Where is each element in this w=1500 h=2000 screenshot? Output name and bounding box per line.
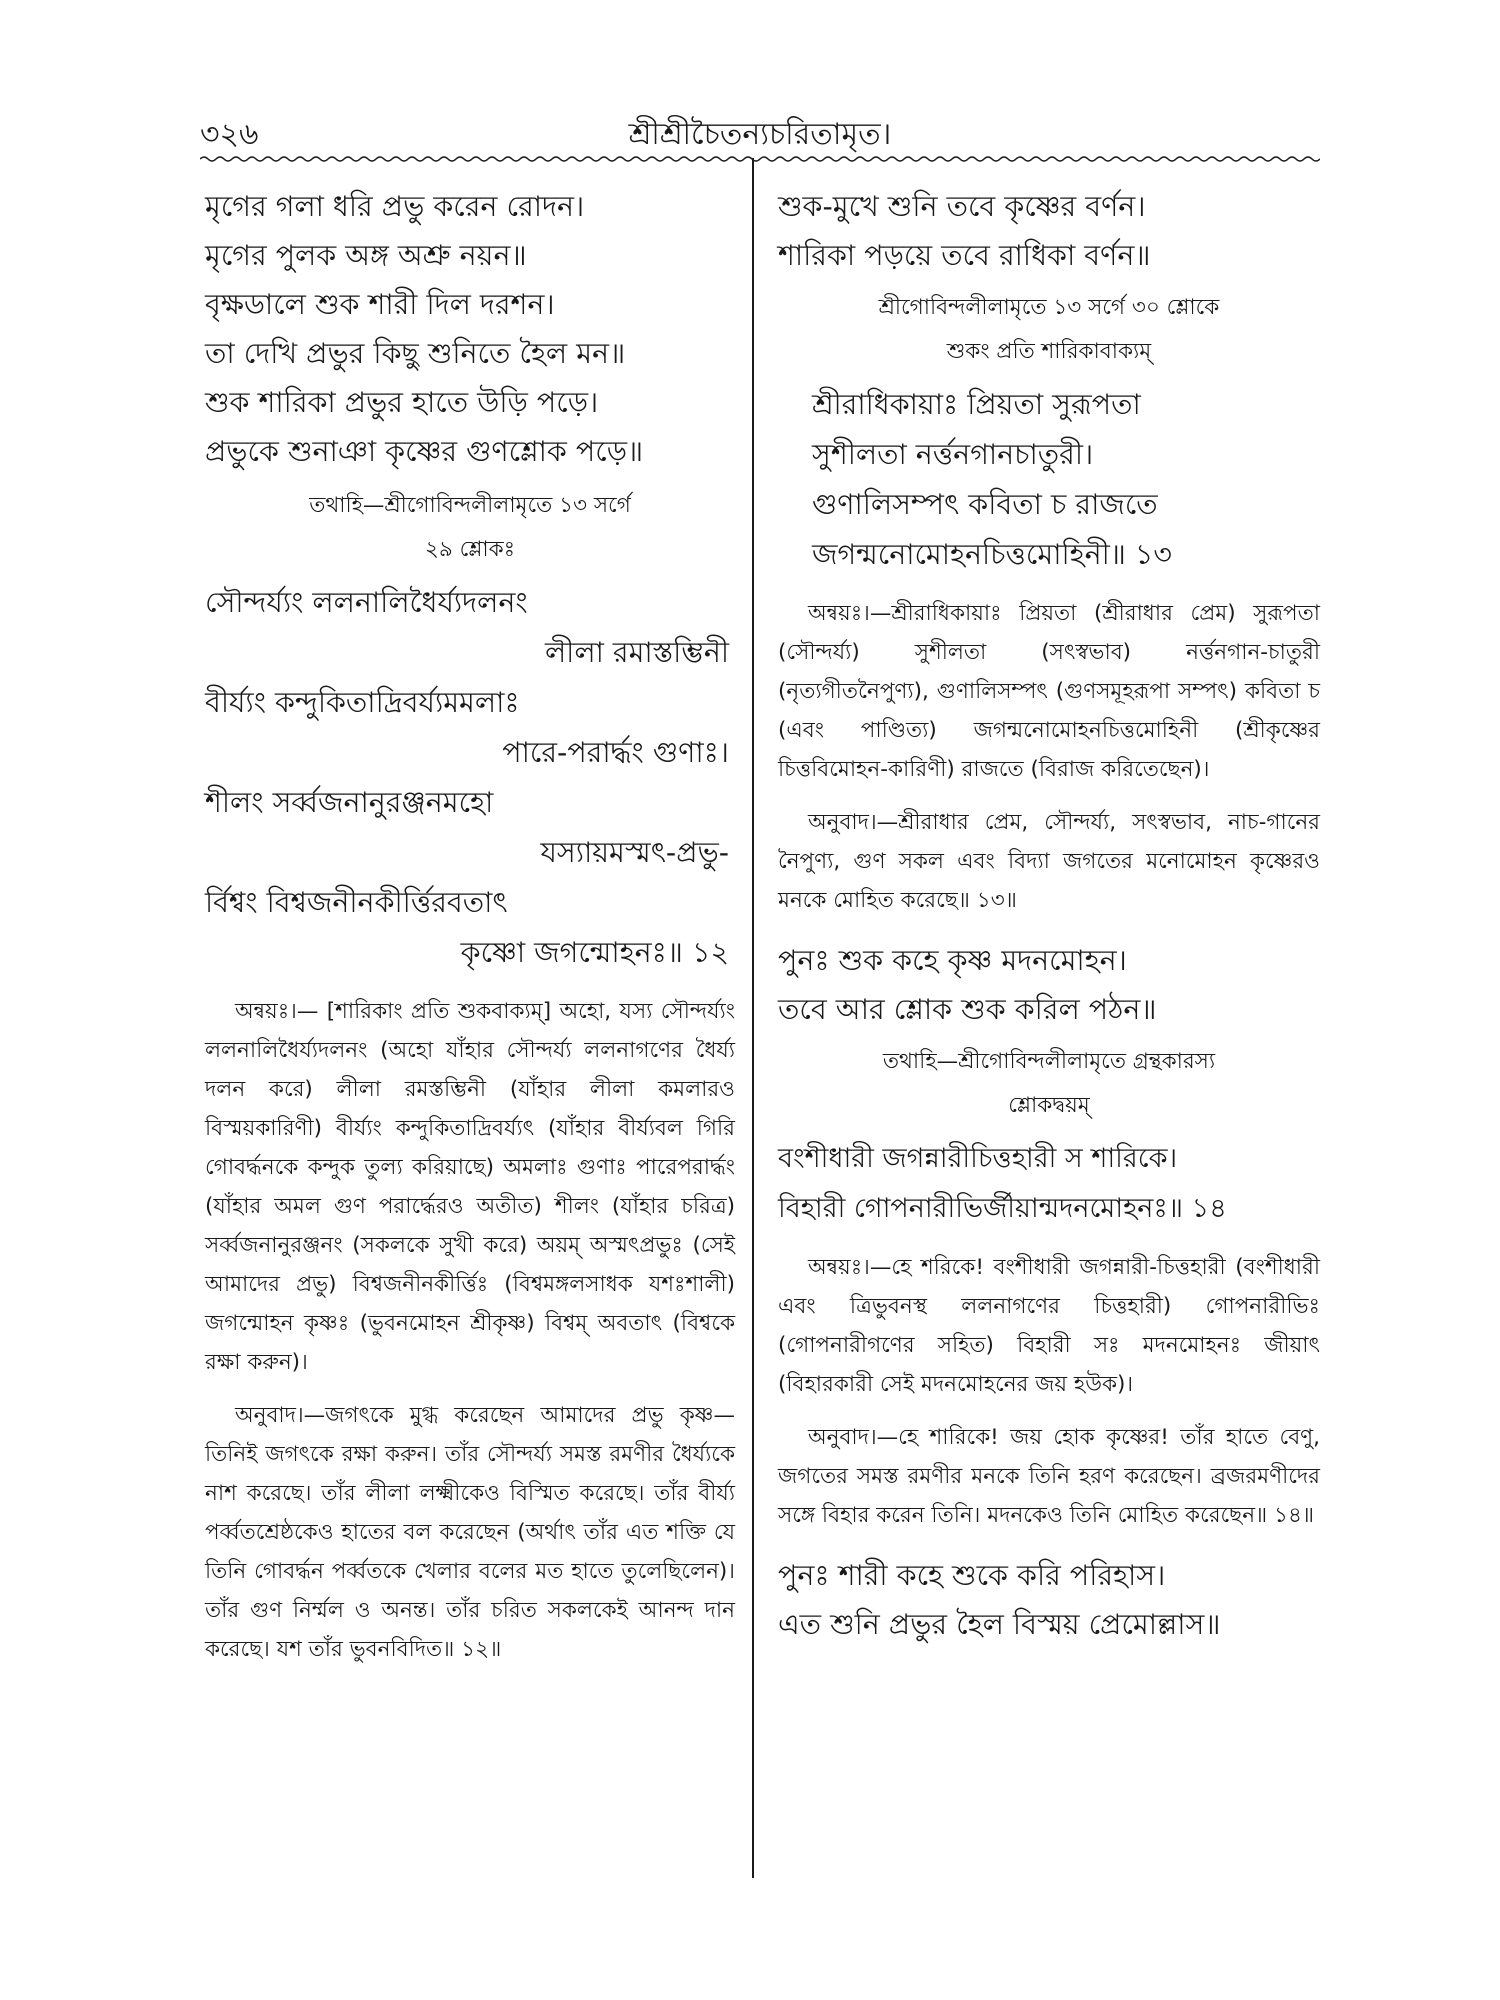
- citation: শ্লোকদ্বয়ম্: [1008, 1093, 1090, 1118]
- citation: তথাহি—শ্রীগোবিন্দলীলামৃতে ১৩ সর্গে: [309, 493, 631, 518]
- wavy-header-rule: [200, 154, 1320, 164]
- verse-line: প্রভুকে শুনাঞা কৃষ্ণের গুণশ্লোক পড়ে॥: [205, 435, 644, 468]
- anuvad-paragraph: অনুবাদ।—হে শারিকে! জয় হোক কৃষ্ণের! তাঁর হাতে বেণু, জগতের সমস্ত রমণীর মনকে তিনি হরণ করেছেন। ব্রজরমণীদের সঙ্গে বিহার করেন তিনি। মদনকেও তিনি মোহিত করেছেন॥ ১৪॥: [778, 1425, 1320, 1528]
- sloka-line: বংশীধারী জগন্নারীচিত্তহারী স শারিকে।: [778, 1143, 1178, 1174]
- sloka-line: বিহারী গোপনারীভির্জীয়ান্মদনমোহনঃ॥ ১৪: [778, 1193, 1227, 1224]
- citation: তথাহি—শ্রীগোবিন্দলীলামৃতে গ্রন্থকারস্য: [882, 1049, 1216, 1074]
- verse-block: [205, 182, 735, 476]
- verse-line: তা দেখি প্রভুর কিছু শুনিতে হৈল মন॥: [205, 337, 626, 370]
- citation: ২৯ শ্লোকঃ: [424, 537, 516, 562]
- anvaya-paragraph: অন্বয়ঃ।—হে শরিকে! বংশীধারী জগন্নারী-চিত্তহারী (বংশীধারী এবং ত্রিভুবনস্থ ললনাগণের চিত্তহারী) গোপনারীভিঃ (গোপনারীগণের সহিত) বিহারী সঃ মদনমোহনঃ জীয়াৎ (বিহারকারী সেই মদনমোহনের জয় হউক)।: [778, 1255, 1320, 1397]
- running-title: শ্রীশ্রীচৈতন্যচরিতামৃত।: [628, 117, 892, 152]
- verse-block: [778, 1551, 1320, 1649]
- verse-line: মৃগের পুলক অঙ্গ অশ্রু নয়ন॥: [205, 239, 527, 272]
- sloka-line: লীলা রমাস্তম্ভিনী: [544, 636, 729, 669]
- verse-line: শুক-মুখে শুনি তবে কৃষ্ণের বর্ণন।: [778, 190, 1146, 223]
- verse-line: পুনঃ শুক কহে কৃষ্ণ মদনমোহন।: [778, 944, 1127, 977]
- verse-line: বৃক্ষডালে শুক শারী দিল দরশন।: [205, 288, 555, 321]
- left-column: [205, 182, 735, 1669]
- citation: শ্রীগোবিন্দলীলামৃতে ১৩ সর্গে ৩০ শ্লোকে: [878, 295, 1220, 320]
- sanskrit-sloka: [778, 1134, 1320, 1234]
- column-divider: [752, 158, 754, 1878]
- citation: শুকং প্রতি শারিকাবাক্যম্: [946, 339, 1152, 364]
- verse-line: শারিকা পড়য়ে তবে রাধিকা বর্ণন॥: [778, 239, 1151, 272]
- sloka-line: সুশীলতা নর্ত্তনগানচাতুরী।: [812, 438, 1094, 471]
- spacer: [778, 1535, 1320, 1551]
- verse-line: এত শুনি প্রভুর হৈল বিস্ময় প্রেমোল্লাস॥: [778, 1608, 1221, 1641]
- sloka-line: শ্রীরাধিকায়াঃ প্রিয়তা সুরূপতা: [812, 388, 1141, 421]
- page-number: ৩২৬: [200, 117, 259, 152]
- sloka-line: গুণালিসম্পৎ কবিতা চ রাজতে: [812, 488, 1158, 521]
- sanskrit-sloka: [778, 380, 1320, 580]
- verse-line: তবে আর শ্লোক শুক করিল পঠন॥: [778, 993, 1157, 1026]
- anvaya-paragraph: অন্বয়ঃ।—শ্রীরাধিকায়াঃ প্রিয়তা (শ্রীরাধার প্রেম) সুরূপতা (সৌন্দর্য্য) সুশীলতা (সৎস্বভাব) নর্ত্তনগান-চাতুরী (নৃত্যগীতনৈপুণ্য), গুণালিসম্পৎ (গুণসমূহরূপা সম্পৎ) কবিতা চ (এবং পাণ্ডিত্য) জগন্মনোমোহনচিত্তমোহিনী (শ্রীকৃষ্ণের চিত্তবিমোহন-কারিণী) রাজতে (বিরাজ করিতেছেন)।: [778, 601, 1320, 782]
- anuvad-paragraph: অনুবাদ।—জগৎকে মুগ্ধ করেছেন আমাদের প্রভু কৃষ্ণ—তিনিই জগৎকে রক্ষা করুন। তাঁর সৌন্দর্য্য সমস্ত রমণীর ধৈর্য্যকে নাশ করেছে। তাঁর লীলা লক্ষ্মীকেও বিস্মিত করেছে। তাঁর বীর্য্য পর্ব্বতশ্রেষ্ঠকেও হাতের বল করেছেন (অর্থাৎ তাঁর এত শক্তি যে তিনি গোবর্দ্ধন পর্ব্বতকে খেলার বলের মত হাতে তুলেছিলেন)। তাঁর গুণ নির্ম্মল ও অনন্ত। তাঁর চরিত সকলকেই আনন্দ দান করেছে। যশ তাঁর ভুবনবিদিত॥ ১২॥: [205, 1403, 735, 1662]
- sloka-line: যস্যায়মস্মৎ-প্রভু-: [540, 836, 729, 869]
- verse-block: [778, 936, 1320, 1034]
- right-column: [778, 182, 1320, 1649]
- sloka-line: সৌন্দর্য্যং ললনালিধৈর্য্যদলনং: [205, 586, 528, 619]
- sloka-line: জগন্মনোমোহনচিত্তমোহিনী॥ ১৩: [812, 538, 1172, 571]
- spacer: [778, 920, 1320, 936]
- sloka-line: শীলং সর্ব্বজনানুরঞ্জনমহো: [205, 786, 494, 819]
- verse-block: [778, 182, 1320, 280]
- page-header: [200, 110, 1320, 150]
- sloka-line: পারে-পরার্দ্ধং গুণাঃ।: [502, 736, 729, 769]
- sanskrit-sloka: [205, 578, 735, 978]
- verse-line: শুক শারিকা প্রভুর হাতে উড়ি পড়ে।: [205, 386, 599, 419]
- verse-line: পুনঃ শারী কহে শুকে করি পরিহাস।: [778, 1559, 1166, 1592]
- verse-line: মৃগের গলা ধরি প্রভু করেন রোদন।: [205, 190, 585, 223]
- anvaya-paragraph: অন্বয়ঃ।— [শারিকাং প্রতি শুকবাক্যম্] অহো, যস্য সৌন্দর্য্যং ললনালিধৈর্য্যদলনং (অহো যাঁহার সৌন্দর্য্য ললনাগণের ধৈর্য্য দলন করে) লীলা রমস্তম্ভিনী (যাঁহার লীলা কমলারও বিস্ময়কারিণী) বীর্য্যং কন্দুকিতাদ্রিবর্য্যৎ (যাঁহার বীর্য্যবল গিরি গোবর্দ্ধনকে কন্দুক তুল্য করিয়াছে) অমলাঃ গুণাঃ পারেপরার্দ্ধং (যাঁহার অমল গুণ পরার্দ্ধেরও অতীত) শীলং (যাঁহার চরিত্র) সর্ব্বজনানুরঞ্জনং (সকলকে সুখী করে) অয়ম্ অস্মৎপ্রভুঃ (সেই আমাদের প্রভু) বিশ্বজনীনকীর্ত্তিঃ (বিশ্বমঙ্গলসাধক যশঃশালী) জগন্মোহন কৃষ্ণঃ (ভুবনমোহন শ্রীকৃষ্ণ) বিশ্বম্ অবতাৎ (বিশ্বকে রক্ষা করুন)।: [205, 999, 735, 1375]
- sloka-line: র্বিশ্বং বিশ্বজনীনকীর্ত্তিরবতাৎ: [205, 886, 508, 919]
- sloka-line: বীর্য্যং কন্দুকিতাদ্রিবর্য্যমমলাঃ: [205, 686, 520, 719]
- anuvad-paragraph: অনুবাদ।—শ্রীরাধার প্রেম, সৌন্দর্য্য, সৎস্বভাব, নাচ-গানের নৈপুণ্য, গুণ সকল এবং বিদ্যা জগতের মনোমোহন কৃষ্ণেরও মনকে মোহিত করেছে॥ ১৩॥: [778, 810, 1320, 913]
- sloka-line: কৃষ্ণো জগন্মোহনঃ॥ ১২: [460, 936, 729, 969]
